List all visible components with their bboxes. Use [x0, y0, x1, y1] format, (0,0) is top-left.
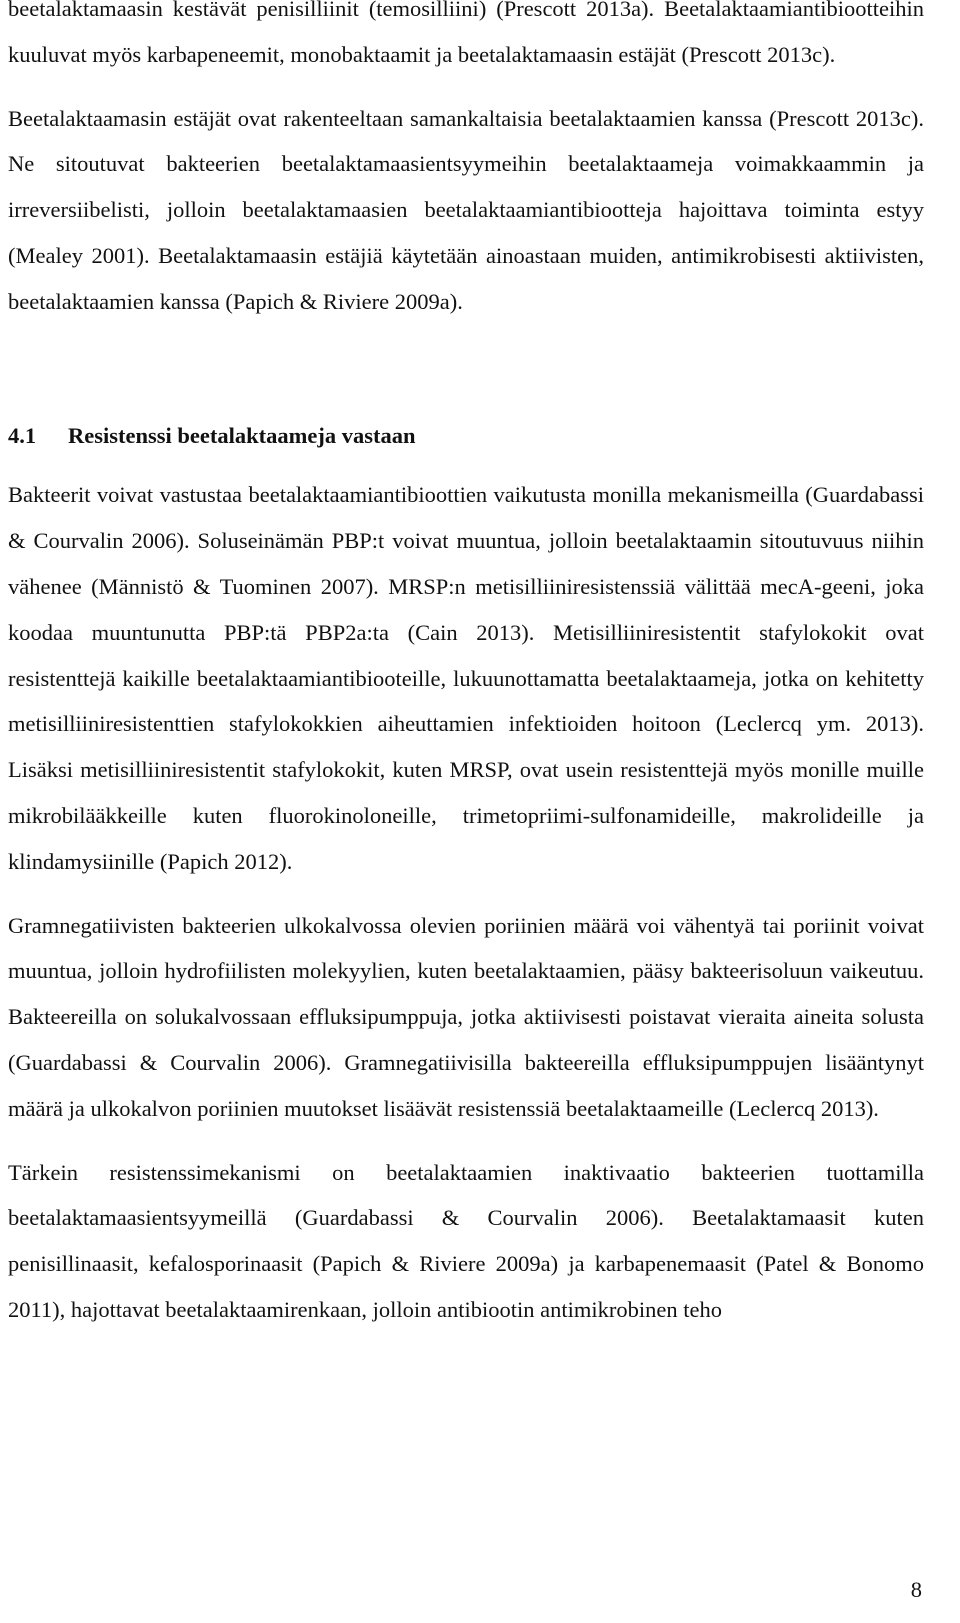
section-title: Resistenssi beetalaktaameja vastaan: [68, 422, 416, 448]
paragraph-gram-negative: Gramnegatiivisten bakteerien ulkokalvossa olevien poriinien määrä voi vähentyä tai poriinit voivat muuntua, jolloin hydrofiilisten molekyylien, kuten beetalaktaamien, pääsy bakteerisoluun vaikeutuu. Bakteereilla on solukalvossaan effluksipumppuja, jotka aktiivisesti poistavat vieraita aineita solusta (Guardabassi & Courvalin 2006). Gramnegatiivisilla bakteereilla effluksipumppujen lisääntynyt määrä ja ulkokalvon poriinien muutokset lisäävät resistenssiä beetalaktaameille (Leclercq 2013).: [8, 912, 924, 1121]
document-page: [8, 0, 924, 1333]
section-heading: [8, 413, 924, 459]
paragraph-intro: beetalaktamaasin kestävät penisilliinit (temosilliini) (Prescott 2013a). Beetalaktaamiantibiootteihin kuuluvat myös karbapeneemit, monobaktaamit ja beetalaktamaasin estäjät (Prescott 2013c).: [8, 0, 924, 67]
section-number: 4.1: [8, 422, 37, 448]
paragraph-inactivation: Tärkein resistenssimekanismi on beetalaktaamien inaktivaatio bakteerien tuottamilla beetalaktamaasientsyymeillä (Guardabassi & Courvalin 2006). Beetalaktamaasit kuten penisillinaasit, kefalosporinaasit (Papich & Riviere 2009a) ja karbapenemaasit (Patel & Bonomo 2011), hajottavat beetalaktaamirenkaan, jolloin antibiootin antimikrobinen teho: [8, 1159, 924, 1322]
paragraph-resistance-mechanisms: Bakteerit voivat vastustaa beetalaktaamiantibioottien vaikutusta monilla mekanismeilla (Guardabassi & Courvalin 2006). Soluseinämän PBP:t voivat muuntua, jolloin beetalaktaamin sitoutuvuus niihin vähenee (Männistö & Tuominen 2007). MRSP:n metisilliiniresistenssiä välittää mecA-geeni, joka koodaa muuntunutta PBP:tä PBP2a:ta (Cain 2013). Metisilliiniresistentit stafylokokit ovat resistenttejä kaikille beetalaktaamiantibiooteille, lukuunottamatta beetalaktaameja, jotka on kehitetty metisilliiniresistenttien stafylokokkien aiheuttamien infektioiden hoitoon (Leclercq ym. 2013). Lisäksi metisilliiniresistentit stafylokokit, kuten MRSP, ovat usein resistenttejä myös monille muille mikrobilääkkeille kuten fluorokinoloneille, trimetopriimi-sulfonamideille, makrolideille ja klindamysiinille (Papich 2012).: [8, 482, 924, 874]
paragraph-beta-lactamase-inhibitors: Beetalaktaamasin estäjät ovat rakenteeltaan samankaltaisia beetalaktaamien kanssa (Prescott 2013c). Ne sitoutuvat bakteerien beetalaktamaasientsyymeihin beetalaktaameja voimakkaammin ja irreversiibelisti, jolloin beetalaktamaasien beetalaktaamiantibiootteja hajoittava toiminta estyy (Mealey 2001). Beetalaktamaasin estäjiä käytetään ainoastaan muiden, antimikrobisesti aktiivisten, beetalaktaamien kanssa (Papich & Riviere 2009a).: [8, 105, 924, 314]
page-number: 8: [910, 1577, 922, 1602]
